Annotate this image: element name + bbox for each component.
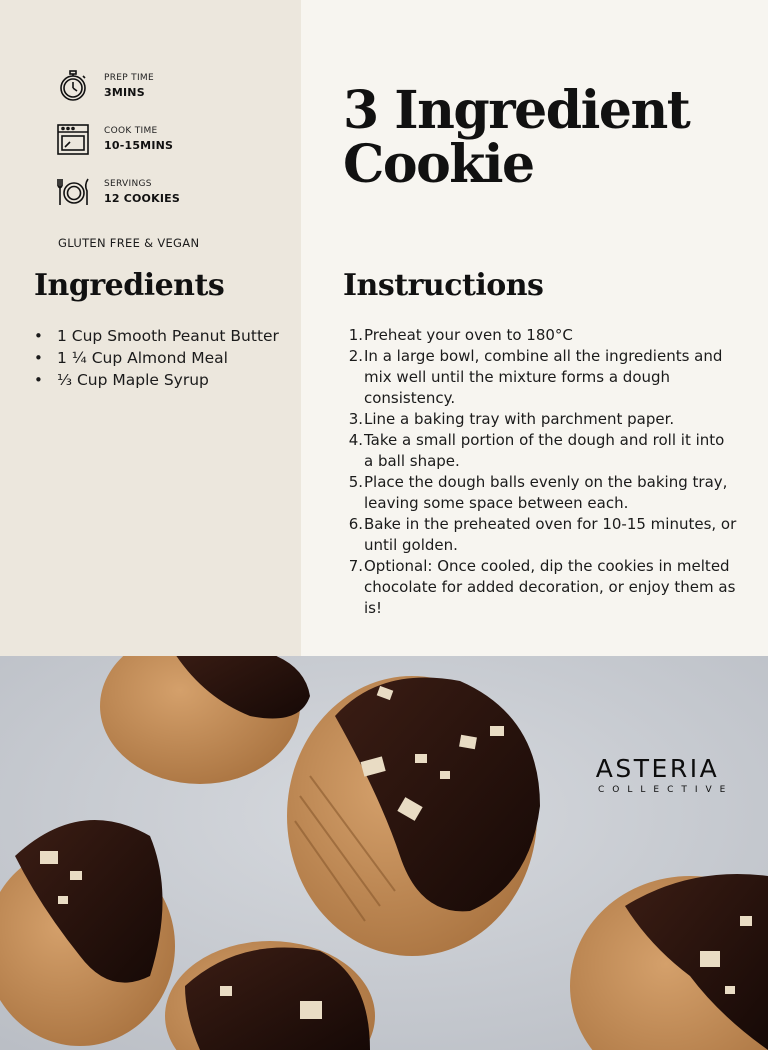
step-number: 6.: [348, 515, 363, 533]
instruction-step: [343, 346, 738, 409]
step-text: Line a baking tray with parchment paper.: [364, 410, 675, 428]
ingredient-item: • ⅓ Cup Maple Syrup: [34, 369, 284, 391]
stopwatch-icon: [56, 69, 90, 103]
step-text: Take a small portion of the dough and roll it into a ball shape.: [364, 431, 725, 470]
servings-value: 12 COOKIES: [104, 192, 180, 205]
instruction-step: [343, 514, 738, 556]
step-text: Place the dough balls evenly on the baking tray, leaving some space between each.: [364, 473, 728, 512]
servings-label: SERVINGS: [104, 179, 152, 189]
step-text: Optional: Once cooled, dip the cookies in melted chocolate for added decoration, or enjoy them as is!: [364, 557, 736, 617]
ingredients-list: [34, 325, 284, 391]
plate-cutlery-icon: [56, 175, 90, 209]
prep-time-value: 3MINS: [104, 86, 145, 99]
instruction-step: [343, 325, 738, 346]
step-text: Preheat your oven to 180°C: [364, 326, 573, 344]
servings-row: [56, 175, 276, 211]
brand-name: ASTERIA: [595, 754, 720, 783]
ingredient-item: • 1 Cup Smooth Peanut Butter: [34, 325, 284, 347]
instructions-heading: Instructions: [343, 268, 544, 303]
step-number: 2.: [348, 347, 363, 365]
cookie-photo: [0, 656, 768, 1050]
diet-note: GLUTEN FREE & VEGAN: [58, 236, 200, 250]
oven-icon: [56, 122, 90, 156]
step-text: In a large bowl, combine all the ingredients and mix well until the mixture forms a dough consistency.: [364, 347, 723, 407]
instruction-step: [343, 556, 738, 619]
instructions-list: [343, 325, 738, 619]
cook-time-label: COOK TIME: [104, 126, 158, 136]
step-number: 4.: [348, 431, 363, 449]
prep-time-label: PREP TIME: [104, 73, 154, 83]
recipe-title: [343, 80, 743, 195]
instruction-step: [343, 430, 738, 472]
step-number: 7.: [348, 557, 363, 575]
instruction-step: [343, 472, 738, 514]
step-number: 3.: [348, 410, 363, 428]
brand-logo: [590, 754, 734, 795]
cookie-bottom-left: [0, 820, 175, 1046]
brand-sub: COLLECTIVE: [598, 785, 734, 795]
cook-time-value: 10-15MINS: [104, 139, 174, 152]
recipe-title-line2: Cookie: [343, 134, 534, 195]
step-number: 1.: [348, 326, 363, 344]
recipe-title-line1: 3 Ingredient: [343, 80, 690, 141]
instruction-step: [343, 409, 738, 430]
cook-time-row: [56, 122, 276, 158]
ingredients-heading: Ingredients: [34, 268, 225, 303]
step-text: Bake in the preheated oven for 10-15 minutes, or until golden.: [364, 515, 737, 554]
step-number: 5.: [348, 473, 363, 491]
ingredient-item: • 1 ¼ Cup Almond Meal: [34, 347, 284, 369]
prep-time-row: [56, 69, 276, 105]
